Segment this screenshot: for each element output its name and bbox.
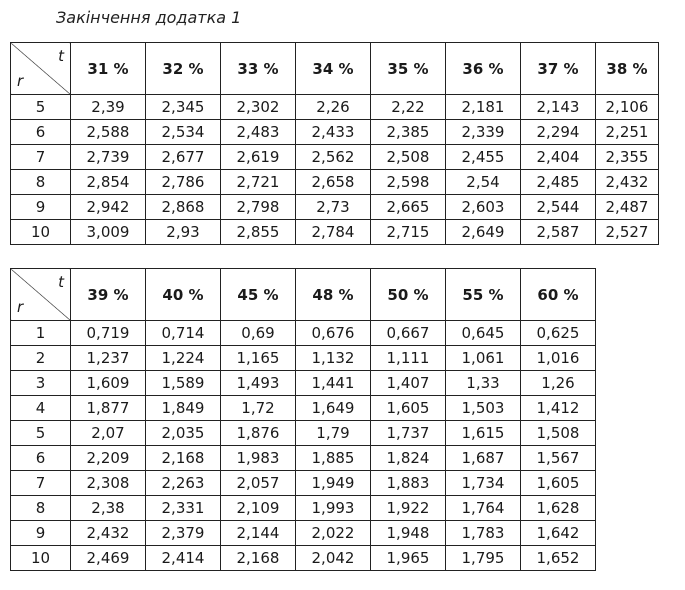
table-cell: 2,508 xyxy=(371,145,446,170)
table-cell: 2,433 xyxy=(296,120,371,145)
table-cell: 1,649 xyxy=(296,396,371,421)
header-row xyxy=(11,43,659,95)
header-row xyxy=(11,269,596,321)
column-header: 32 % xyxy=(146,43,221,95)
table-cell: 1,983 xyxy=(221,446,296,471)
table-cell: 1,948 xyxy=(371,521,446,546)
table-cell: 0,667 xyxy=(371,321,446,346)
table-cell: 1,72 xyxy=(221,396,296,421)
table-row xyxy=(11,421,596,446)
table-cell: 1,224 xyxy=(146,346,221,371)
row-label: 2 xyxy=(11,346,71,371)
table-cell: 2,181 xyxy=(446,95,521,120)
table-cell: 1,965 xyxy=(371,546,446,571)
table-cell: 2,868 xyxy=(146,195,221,220)
table-cell: 2,942 xyxy=(71,195,146,220)
table-cell: 2,455 xyxy=(446,145,521,170)
table-cell: 2,042 xyxy=(296,546,371,571)
table-cell: 1,609 xyxy=(71,371,146,396)
table-cell: 2,38 xyxy=(71,496,146,521)
table-cell: 1,33 xyxy=(446,371,521,396)
column-header: 36 % xyxy=(446,43,521,95)
table-cell: 2,527 xyxy=(596,220,659,245)
row-label: 7 xyxy=(11,471,71,496)
row-label: 10 xyxy=(11,546,71,571)
table-cell: 2,143 xyxy=(521,95,596,120)
table-cell: 1,111 xyxy=(371,346,446,371)
table-cell: 1,061 xyxy=(446,346,521,371)
table-cell: 1,412 xyxy=(521,396,596,421)
table-cell: 1,687 xyxy=(446,446,521,471)
table-cell: 2,587 xyxy=(521,220,596,245)
row-label: 7 xyxy=(11,145,71,170)
table-cell: 2,562 xyxy=(296,145,371,170)
table-cell: 1,016 xyxy=(521,346,596,371)
table-cell: 2,784 xyxy=(296,220,371,245)
row-label: 6 xyxy=(11,120,71,145)
table-cell: 1,589 xyxy=(146,371,221,396)
table-cell: 1,493 xyxy=(221,371,296,396)
table-cell: 2,379 xyxy=(146,521,221,546)
table-cell: 2,677 xyxy=(146,145,221,170)
table-cell: 2,404 xyxy=(521,145,596,170)
table-cell: 2,022 xyxy=(296,521,371,546)
table-cell: 2,07 xyxy=(71,421,146,446)
table-row xyxy=(11,145,659,170)
column-header: 60 % xyxy=(521,269,596,321)
table-cell: 2,786 xyxy=(146,170,221,195)
table-cell: 2,294 xyxy=(521,120,596,145)
table-cell: 2,26 xyxy=(296,95,371,120)
row-label: 8 xyxy=(11,496,71,521)
table-cell: 2,854 xyxy=(71,170,146,195)
table-row xyxy=(11,120,659,145)
table-cell: 0,714 xyxy=(146,321,221,346)
table-row xyxy=(11,170,659,195)
table-cell: 2,106 xyxy=(596,95,659,120)
table-cell: 2,385 xyxy=(371,120,446,145)
table-cell: 2,057 xyxy=(221,471,296,496)
table-cell: 2,534 xyxy=(146,120,221,145)
table-cell: 2,355 xyxy=(596,145,659,170)
table-cell: 2,263 xyxy=(146,471,221,496)
table-cell: 2,209 xyxy=(71,446,146,471)
table-cell: 0,676 xyxy=(296,321,371,346)
corner-col-label: t xyxy=(58,273,64,291)
table-cell: 2,308 xyxy=(71,471,146,496)
table-cell: 2,432 xyxy=(596,170,659,195)
table-row xyxy=(11,321,596,346)
table-cell: 2,302 xyxy=(221,95,296,120)
rate-table-1 xyxy=(10,42,659,245)
table-cell: 2,715 xyxy=(371,220,446,245)
table-cell: 2,432 xyxy=(71,521,146,546)
table-cell: 2,485 xyxy=(521,170,596,195)
table-cell: 2,721 xyxy=(221,170,296,195)
table-cell: 2,168 xyxy=(146,446,221,471)
table-cell: 2,739 xyxy=(71,145,146,170)
column-header: 38 % xyxy=(596,43,659,95)
table-cell: 2,414 xyxy=(146,546,221,571)
row-label: 4 xyxy=(11,396,71,421)
table-cell: 2,035 xyxy=(146,421,221,446)
table-cell: 1,441 xyxy=(296,371,371,396)
column-header: 40 % xyxy=(146,269,221,321)
table-cell: 2,39 xyxy=(71,95,146,120)
table-row xyxy=(11,521,596,546)
row-label: 8 xyxy=(11,170,71,195)
table-cell: 1,877 xyxy=(71,396,146,421)
table-cell: 2,588 xyxy=(71,120,146,145)
table-cell: 1,949 xyxy=(296,471,371,496)
table-cell: 1,605 xyxy=(521,471,596,496)
table-cell: 2,487 xyxy=(596,195,659,220)
table-row xyxy=(11,346,596,371)
table-row xyxy=(11,446,596,471)
table-cell: 2,73 xyxy=(296,195,371,220)
row-label: 6 xyxy=(11,446,71,471)
table-row xyxy=(11,95,659,120)
table-cell: 2,619 xyxy=(221,145,296,170)
table-cell: 2,469 xyxy=(71,546,146,571)
table-cell: 2,93 xyxy=(146,220,221,245)
corner-row-label: r xyxy=(17,298,24,316)
row-label: 9 xyxy=(11,195,71,220)
table-row xyxy=(11,496,596,521)
table-cell: 0,69 xyxy=(221,321,296,346)
table-cell: 1,849 xyxy=(146,396,221,421)
table-cell: 1,132 xyxy=(296,346,371,371)
table-row xyxy=(11,396,596,421)
table-cell: 1,605 xyxy=(371,396,446,421)
table-cell: 2,331 xyxy=(146,496,221,521)
table-cell: 1,737 xyxy=(371,421,446,446)
row-label: 3 xyxy=(11,371,71,396)
row-label: 5 xyxy=(11,421,71,446)
table-cell: 2,798 xyxy=(221,195,296,220)
table-cell: 2,251 xyxy=(596,120,659,145)
table-cell: 2,144 xyxy=(221,521,296,546)
corner-cell xyxy=(11,43,71,95)
table-cell: 1,567 xyxy=(521,446,596,471)
table-cell: 1,993 xyxy=(296,496,371,521)
table-cell: 1,824 xyxy=(371,446,446,471)
column-header: 55 % xyxy=(446,269,521,321)
column-header: 37 % xyxy=(521,43,596,95)
table-cell: 1,503 xyxy=(446,396,521,421)
corner-cell xyxy=(11,269,71,321)
table-row xyxy=(11,546,596,571)
table-cell: 1,407 xyxy=(371,371,446,396)
table-cell: 1,783 xyxy=(446,521,521,546)
row-label: 1 xyxy=(11,321,71,346)
table-row xyxy=(11,471,596,496)
table-cell: 2,54 xyxy=(446,170,521,195)
table-cell: 2,109 xyxy=(221,496,296,521)
table-cell: 2,603 xyxy=(446,195,521,220)
table-cell: 1,922 xyxy=(371,496,446,521)
table-cell: 1,628 xyxy=(521,496,596,521)
table-cell: 1,26 xyxy=(521,371,596,396)
table-cell: 1,883 xyxy=(371,471,446,496)
column-header: 31 % xyxy=(71,43,146,95)
table-cell: 2,658 xyxy=(296,170,371,195)
table-cell: 1,795 xyxy=(446,546,521,571)
table-cell: 1,615 xyxy=(446,421,521,446)
table-cell: 1,885 xyxy=(296,446,371,471)
table-cell: 2,339 xyxy=(446,120,521,145)
row-label: 10 xyxy=(11,220,71,245)
table-cell: 0,645 xyxy=(446,321,521,346)
table-caption: Закінчення додатка 1 xyxy=(56,8,242,27)
table-cell: 1,876 xyxy=(221,421,296,446)
table-cell: 1,79 xyxy=(296,421,371,446)
column-header: 34 % xyxy=(296,43,371,95)
table-cell: 2,544 xyxy=(521,195,596,220)
table-cell: 1,165 xyxy=(221,346,296,371)
table-cell: 2,345 xyxy=(146,95,221,120)
column-header: 35 % xyxy=(371,43,446,95)
table-cell: 0,625 xyxy=(521,321,596,346)
table-cell: 1,642 xyxy=(521,521,596,546)
table-cell: 2,598 xyxy=(371,170,446,195)
table-cell: 1,764 xyxy=(446,496,521,521)
row-label: 9 xyxy=(11,521,71,546)
column-header: 39 % xyxy=(71,269,146,321)
column-header: 33 % xyxy=(221,43,296,95)
table-cell: 2,649 xyxy=(446,220,521,245)
table-cell: 1,652 xyxy=(521,546,596,571)
table-cell: 0,719 xyxy=(71,321,146,346)
table-cell: 2,483 xyxy=(221,120,296,145)
table-cell: 2,168 xyxy=(221,546,296,571)
table-row xyxy=(11,371,596,396)
table-cell: 1,508 xyxy=(521,421,596,446)
table-cell: 2,855 xyxy=(221,220,296,245)
table-cell: 1,237 xyxy=(71,346,146,371)
column-header: 45 % xyxy=(221,269,296,321)
table-cell: 1,734 xyxy=(446,471,521,496)
table-row xyxy=(11,220,659,245)
table-cell: 2,22 xyxy=(371,95,446,120)
column-header: 48 % xyxy=(296,269,371,321)
column-header: 50 % xyxy=(371,269,446,321)
rate-table-2 xyxy=(10,268,596,571)
table-cell: 2,665 xyxy=(371,195,446,220)
corner-col-label: t xyxy=(58,47,64,65)
corner-row-label: r xyxy=(17,72,24,90)
table-row xyxy=(11,195,659,220)
row-label: 5 xyxy=(11,95,71,120)
table-cell: 3,009 xyxy=(71,220,146,245)
